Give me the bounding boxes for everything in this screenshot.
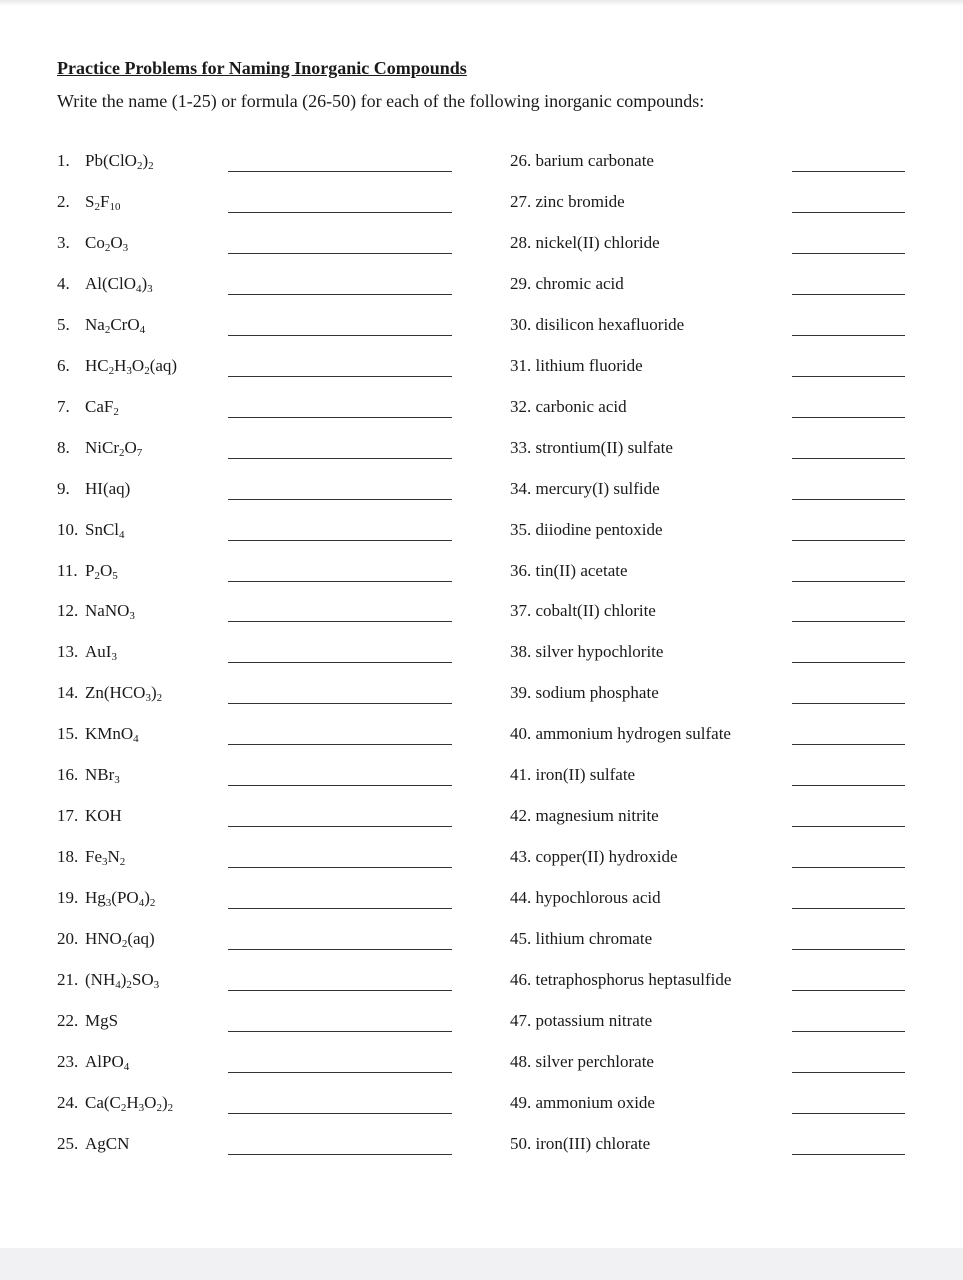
problem-item (57, 1052, 129, 1072)
answer-blank[interactable] (792, 785, 905, 786)
answer-blank[interactable] (228, 335, 452, 336)
compound-formula: NaNO$_3$ (85, 601, 135, 622)
answer-blank[interactable] (792, 744, 905, 745)
compound-name: diiodine pentoxide (535, 520, 663, 539)
problem-number: 1. (57, 151, 70, 170)
problem-number: 20. (57, 929, 79, 948)
compound-formula: NBr$_3$ (85, 765, 120, 786)
answer-blank[interactable] (792, 581, 905, 582)
problem-item (57, 601, 135, 621)
compound-formula: $HC_2H_3O_2(aq)$ (85, 356, 178, 377)
problem-row (510, 847, 910, 888)
compound-formula: $NiCr_2O_7$ (85, 438, 143, 459)
problem-row (57, 233, 457, 274)
problem-number: 23. (57, 1052, 79, 1071)
compound-name: lithium fluoride (535, 356, 643, 375)
problem-number: 4. (57, 274, 70, 293)
problem-row (510, 1011, 910, 1052)
problem-row (57, 601, 457, 642)
problem-item (57, 1011, 118, 1031)
problem-item (510, 479, 660, 499)
compound-name: ammonium oxide (535, 1093, 655, 1112)
problem-number: 47. (510, 1011, 536, 1030)
problem-row (510, 601, 910, 642)
compound-formula: CaF$_2$ (85, 397, 119, 418)
answer-blank[interactable] (792, 826, 905, 827)
answer-blank[interactable] (792, 867, 905, 868)
problem-item (510, 683, 659, 703)
problem-row (510, 806, 910, 847)
problem-item (57, 479, 130, 499)
problem-row (510, 888, 910, 929)
problem-item (57, 724, 139, 744)
problem-number: 33. (510, 438, 536, 457)
problem-number: 6. (57, 356, 70, 375)
problem-row (57, 356, 457, 397)
problem-row (510, 233, 910, 274)
answer-blank[interactable] (792, 499, 905, 500)
problem-number: 3. (57, 233, 70, 252)
problem-item (510, 520, 663, 540)
compound-name: iron(II) sulfate (535, 765, 636, 784)
answer-blank[interactable] (228, 1031, 452, 1032)
worksheet-instructions: Write the name (1-25) or formula (26-50) for each of the following inorganic compounds: (57, 91, 705, 111)
problem-row (57, 315, 457, 356)
answer-blank[interactable] (792, 171, 905, 172)
problem-row (510, 356, 910, 397)
problem-number: 9. (57, 479, 70, 498)
compound-name: lithium chromate (535, 929, 653, 948)
answer-blank[interactable] (228, 662, 452, 663)
answer-blank[interactable] (792, 417, 905, 418)
compound-formula: $Hg_3(PO_4)_2$ (85, 888, 156, 909)
problem-number: 10. (57, 520, 79, 539)
answer-blank[interactable] (792, 294, 905, 295)
problem-item (510, 724, 731, 744)
problem-item (57, 642, 117, 662)
compound-name: barium carbonate (535, 151, 654, 170)
answer-blank[interactable] (228, 417, 452, 418)
problem-number: 24. (57, 1093, 79, 1112)
page-top-shadow (0, 0, 963, 6)
compound-formula: $Ca(C_2H_3O_2)_2$ (85, 1093, 174, 1114)
answer-blank[interactable] (792, 1072, 905, 1073)
problem-number: 50. (510, 1134, 536, 1153)
problem-row (57, 888, 457, 929)
answer-blank[interactable] (792, 703, 905, 704)
problem-number: 25. (57, 1134, 79, 1153)
problem-number: 12. (57, 601, 79, 620)
problem-number: 48. (510, 1052, 536, 1071)
compound-formula: $Zn(HCO_3)_2$ (85, 683, 163, 704)
problem-number: 37. (510, 601, 536, 620)
compound-formula: $(NH_4)_2SO_3$ (85, 970, 160, 991)
problem-number: 41. (510, 765, 536, 784)
compound-name: tetraphosphorus heptasulfide (535, 970, 732, 989)
problem-number: 15. (57, 724, 79, 743)
worksheet-title: Practice Problems for Naming Inorganic Compounds (57, 58, 467, 78)
answer-blank[interactable] (228, 212, 452, 213)
problem-item (510, 1134, 650, 1154)
compound-name: strontium(II) sulfate (535, 438, 673, 457)
problem-row (510, 397, 910, 438)
problem-item (510, 970, 731, 990)
answer-blank[interactable] (792, 212, 905, 213)
problem-row (510, 683, 910, 724)
problem-item (57, 970, 159, 990)
answer-blank[interactable] (792, 335, 905, 336)
problem-item (510, 274, 624, 294)
problem-number: 31. (510, 356, 536, 375)
problem-row (510, 479, 910, 520)
problem-item (57, 315, 145, 335)
problem-number: 19. (57, 888, 79, 907)
answer-blank[interactable] (228, 581, 452, 582)
compound-name: mercury(I) sulfide (535, 479, 660, 498)
problem-number: 17. (57, 806, 79, 825)
compound-name: magnesium nitrite (535, 806, 659, 825)
problem-row (510, 192, 910, 233)
problem-row (57, 479, 457, 520)
compound-name: zinc bromide (535, 192, 625, 211)
compound-formula: KMnO$_4$ (85, 724, 139, 745)
answer-blank[interactable] (228, 990, 452, 991)
problem-row (510, 1052, 910, 1093)
answer-blank[interactable] (228, 458, 452, 459)
problem-item (510, 642, 663, 662)
problem-number: 43. (510, 847, 536, 866)
problem-item (510, 847, 678, 867)
problem-number: 11. (57, 561, 78, 580)
compound-name: sodium phosphate (535, 683, 659, 702)
problem-item (57, 806, 122, 826)
problem-item (510, 888, 661, 908)
answer-blank[interactable] (228, 908, 452, 909)
problem-item (510, 1093, 655, 1113)
problem-item (57, 765, 120, 785)
problem-item (57, 561, 118, 581)
problem-item (57, 274, 153, 294)
problem-row (57, 642, 457, 683)
problem-row (57, 806, 457, 847)
problem-row (510, 1093, 910, 1134)
problem-item (510, 192, 625, 212)
problem-row (57, 192, 457, 233)
problem-item (57, 1093, 173, 1113)
problem-row (510, 1134, 910, 1175)
problem-item (57, 1134, 129, 1154)
compound-name: disilicon hexafluoride (535, 315, 685, 334)
problem-row (57, 765, 457, 806)
problem-item (510, 151, 654, 171)
compound-formula: HI(aq) (85, 479, 131, 498)
answer-blank[interactable] (792, 662, 905, 663)
compound-formula: $P_2O_5$ (85, 561, 118, 582)
answer-blank[interactable] (228, 1072, 452, 1073)
problem-number: 28. (510, 233, 536, 252)
compound-formula: $Pb(ClO_2)_2$ (85, 151, 154, 172)
problem-row (510, 970, 910, 1011)
compound-name: ammonium hydrogen sulfate (535, 724, 731, 743)
problem-number: 21. (57, 970, 79, 989)
problem-item (57, 356, 177, 376)
problem-row (510, 315, 910, 356)
answer-blank[interactable] (228, 867, 452, 868)
problem-number: 40. (510, 724, 536, 743)
compound-name: cobalt(II) chlorite (535, 601, 656, 620)
problem-item (510, 315, 684, 335)
problem-row (57, 151, 457, 192)
problem-row (57, 520, 457, 561)
problem-row (57, 847, 457, 888)
compound-formula: $S_2F_{10}$ (85, 192, 121, 213)
answer-blank[interactable] (792, 1154, 905, 1155)
problem-row (57, 724, 457, 765)
problem-row (57, 1011, 457, 1052)
problem-number: 14. (57, 683, 79, 702)
problem-row (510, 724, 910, 765)
problem-item (57, 520, 125, 540)
problem-item (510, 356, 643, 376)
problem-number: 7. (57, 397, 70, 416)
problem-item (57, 397, 119, 417)
compound-name: hypochlorous acid (535, 888, 661, 907)
problem-row (510, 765, 910, 806)
answer-blank[interactable] (792, 1031, 905, 1032)
problem-row (510, 561, 910, 602)
answer-blank[interactable] (228, 703, 452, 704)
problem-item (57, 847, 125, 867)
answer-blank[interactable] (228, 499, 452, 500)
problem-row (510, 929, 910, 970)
answer-blank[interactable] (228, 785, 452, 786)
problem-item (57, 683, 162, 703)
answer-blank[interactable] (792, 621, 905, 622)
problem-number: 16. (57, 765, 79, 784)
problem-item (57, 151, 154, 171)
compound-name: tin(II) acetate (535, 561, 628, 580)
compound-formula: AlPO$_4$ (85, 1052, 130, 1073)
answer-blank[interactable] (228, 253, 452, 254)
problem-number: 18. (57, 847, 79, 866)
compound-formula: AuI$_3$ (85, 642, 117, 663)
problem-row (510, 520, 910, 561)
problem-number: 45. (510, 929, 536, 948)
problem-number: 8. (57, 438, 70, 457)
problem-number: 49. (510, 1093, 536, 1112)
problem-item (510, 438, 673, 458)
problem-item (510, 561, 628, 581)
problem-row (510, 438, 910, 479)
problem-item (510, 233, 660, 253)
answer-blank[interactable] (792, 990, 905, 991)
problem-row (57, 929, 457, 970)
answer-blank[interactable] (228, 171, 452, 172)
problem-row (510, 642, 910, 683)
answer-blank[interactable] (792, 253, 905, 254)
problem-item (510, 806, 659, 826)
compound-name: copper(II) hydroxide (535, 847, 678, 866)
problem-item (57, 233, 128, 253)
problem-number: 44. (510, 888, 536, 907)
compound-formula: KOH (85, 806, 122, 825)
problem-row (510, 151, 910, 192)
problem-number: 42. (510, 806, 536, 825)
problem-item (510, 601, 656, 621)
problem-item (510, 765, 635, 785)
problem-row (57, 561, 457, 602)
compound-name: chromic acid (535, 274, 624, 293)
answer-blank[interactable] (792, 540, 905, 541)
problem-item (510, 397, 627, 417)
compound-name: silver hypochlorite (535, 642, 664, 661)
problem-item (57, 438, 142, 458)
compound-formula: $Na_2CrO_4$ (85, 315, 146, 336)
problem-item (57, 888, 155, 908)
answer-blank[interactable] (792, 949, 905, 950)
compound-formula: AgCN (85, 1134, 130, 1153)
problem-number: 46. (510, 970, 536, 989)
problem-number: 27. (510, 192, 536, 211)
problem-item (57, 929, 155, 949)
answer-blank[interactable] (792, 376, 905, 377)
problem-number: 34. (510, 479, 536, 498)
problem-row (510, 274, 910, 315)
compound-name: potassium nitrate (535, 1011, 653, 1030)
compound-formula: $Fe_3N_2$ (85, 847, 126, 868)
problem-number: 36. (510, 561, 536, 580)
compound-formula: MgS (85, 1011, 119, 1030)
answer-blank[interactable] (792, 908, 905, 909)
answer-blank[interactable] (228, 294, 452, 295)
answer-blank[interactable] (792, 458, 905, 459)
problem-row (57, 274, 457, 315)
compound-name: nickel(II) chloride (535, 233, 660, 252)
problem-number: 13. (57, 642, 79, 661)
answer-blank[interactable] (228, 621, 452, 622)
problem-number: 26. (510, 151, 536, 170)
compound-formula: $Al(ClO_4)_3$ (85, 274, 153, 295)
answer-blank[interactable] (228, 744, 452, 745)
answer-blank[interactable] (228, 1113, 452, 1114)
problem-item (510, 1011, 652, 1031)
compound-name: silver perchlorate (535, 1052, 654, 1071)
problem-row (57, 397, 457, 438)
answer-blank[interactable] (228, 1154, 452, 1155)
problem-number: 32. (510, 397, 536, 416)
compound-formula: SnCl$_4$ (85, 520, 125, 541)
problem-number: 38. (510, 642, 536, 661)
answer-blank[interactable] (228, 949, 452, 950)
problem-item (510, 1052, 654, 1072)
answer-blank[interactable] (228, 376, 452, 377)
problem-row (57, 1134, 457, 1175)
problem-row (57, 970, 457, 1011)
compound-name: carbonic acid (535, 397, 627, 416)
problem-number: 39. (510, 683, 536, 702)
compound-name: iron(III) chlorate (535, 1134, 651, 1153)
problem-row (57, 683, 457, 724)
problem-row (57, 438, 457, 479)
compound-formula: $HNO_2(aq)$ (85, 929, 155, 950)
compound-formula: $Co_2O_3$ (85, 233, 129, 254)
problem-item (510, 929, 652, 949)
problem-number: 29. (510, 274, 536, 293)
problem-number: 30. (510, 315, 536, 334)
problem-item (57, 192, 120, 212)
problem-row (57, 1093, 457, 1134)
problem-row (57, 1052, 457, 1093)
page-bottom-band (0, 1248, 963, 1280)
problem-number: 35. (510, 520, 536, 539)
problem-number: 22. (57, 1011, 79, 1030)
answer-blank[interactable] (228, 540, 452, 541)
answer-blank[interactable] (792, 1113, 905, 1114)
answer-blank[interactable] (228, 826, 452, 827)
problem-number: 5. (57, 315, 70, 334)
problem-number: 2. (57, 192, 70, 211)
